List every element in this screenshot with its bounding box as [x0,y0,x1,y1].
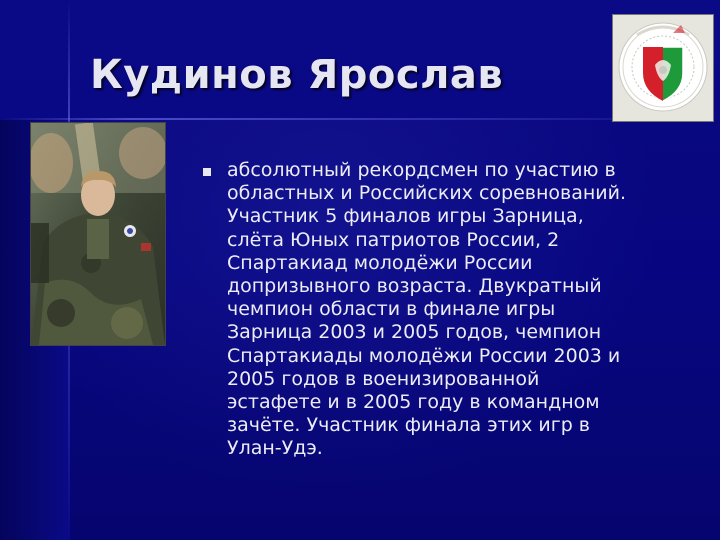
bullet-text [227,159,667,461]
bullet-text-line: 2005 годов в военизированной [227,367,540,390]
bullet-text-line: абсолютный рекордсмен по участию в [227,159,616,181]
bullet-text-line: Участник 5 финалов игры Зарница, [227,205,584,228]
slide-title: Кудинов Ярослав [90,52,504,98]
bullet-text-line: эстафете и в 2005 году в командном [227,391,600,414]
bullet-text-line: чемпион области в финале игры [227,298,556,321]
bullet-text-line: областных и Российских соревнований. [227,182,627,205]
bullet-marker [203,168,211,176]
person-photo [31,123,165,345]
shield-emblem-icon [613,15,713,121]
bullet-text-line: допризывного возраста. Двукратный [227,275,602,298]
bullet-text-line: Спартакиад молодёжи России [227,251,533,274]
bullet-text-line: Зарница 2003 и 2005 годов, чемпион [227,321,602,344]
student-photo [30,122,166,346]
bullet-text-line: Улан-Удэ. [227,437,323,460]
bullet-text-line: Спартакиады молодёжи России 2003 и [227,344,621,367]
bullet-text-line: слёта Юных патриотов России, 2 [227,228,560,251]
bullet-text-line: зачёте. Участник финала этих игр в [227,414,590,437]
emblem-badge [612,14,714,122]
